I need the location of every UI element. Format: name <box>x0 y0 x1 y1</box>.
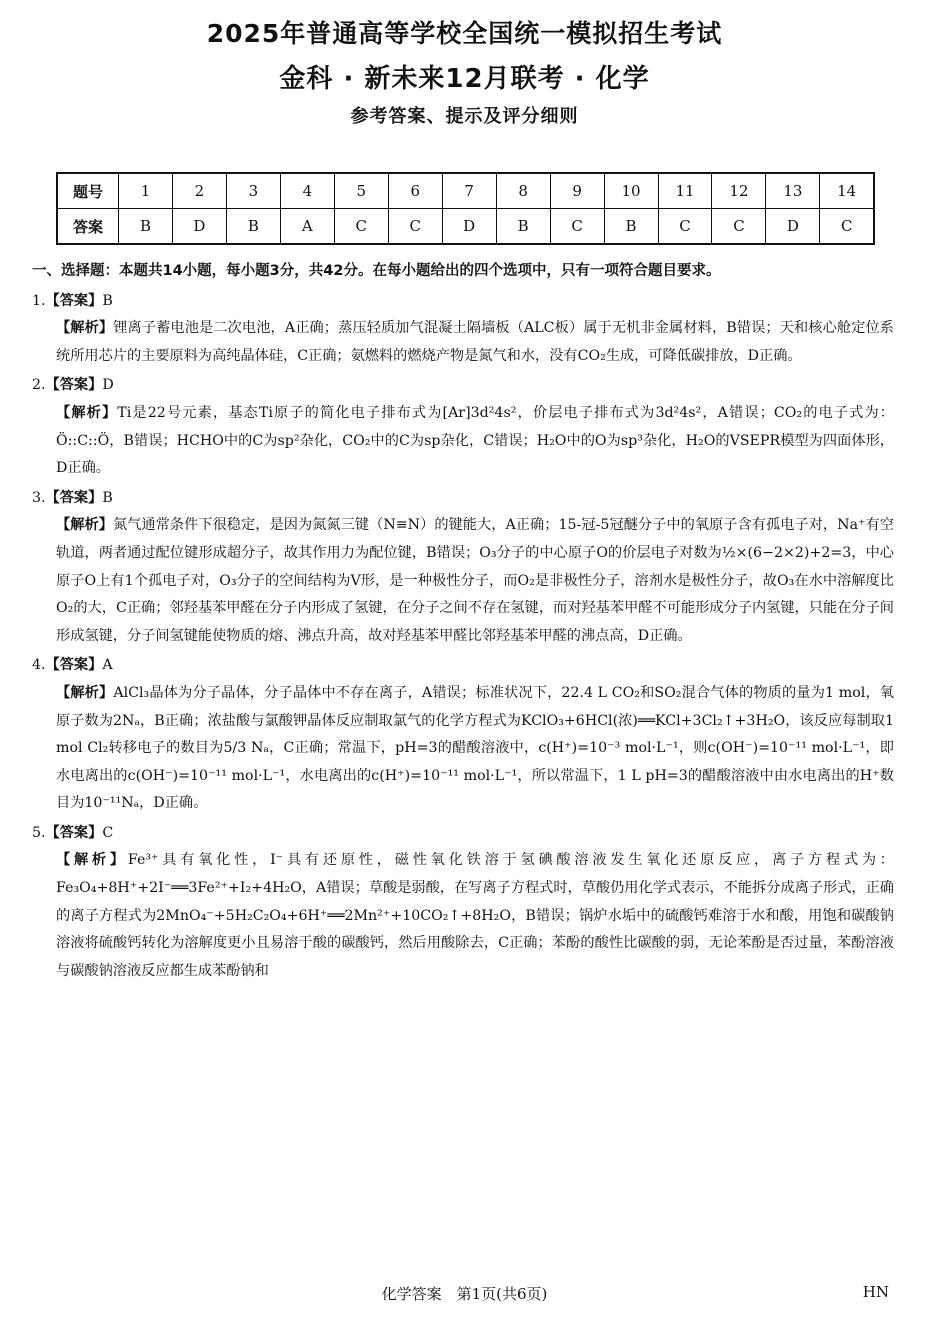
footer-code: HN <box>862 1283 889 1301</box>
question-number-cell: 3 <box>226 173 280 209</box>
question-number-cell: 8 <box>496 173 550 209</box>
explanation-text <box>32 315 894 370</box>
answer-cell: B <box>226 209 280 245</box>
answer-letter: D <box>102 377 114 394</box>
question-number: 2. <box>32 377 46 394</box>
question-number: 3. <box>32 489 46 506</box>
answer-cell: A <box>280 209 334 245</box>
question-number: 4. <box>32 657 46 674</box>
explanation-tag: 【解析】 <box>56 404 118 421</box>
answer-table <box>56 172 875 245</box>
question-answer-line <box>32 652 894 680</box>
answer-letter: B <box>102 292 113 309</box>
answer-tag: 【答案】 <box>45 824 103 841</box>
answer-tag: 【答案】 <box>45 377 103 394</box>
question-answer-line <box>32 372 894 400</box>
explanation-tag: 【解析】 <box>56 852 128 869</box>
explanation-body: 氮气通常条件下很稳定，是因为氮氮三键（N≡N）的键能大，A正确；15-冠-5冠醚分子中的氧原子含有孤电子对，Na⁺有空轨道，两者通过配位键形成超分子，故其作用力为配位键，B错误；O₃分子的中心原子O的价层电子对数为½×(6−2×2)+2=3，中心原子O上有1个孤电子对，O₃分子的空间结构为V形，是一种极性分子，而O₂是非极性分子，溶剂水是极性分子，故O₃在水中溶解度比O₂的大，C正确；邻羟基苯甲醛在分子内形成了氢键，在分子之间不存在氢键，而对羟基苯甲醛不可能形成分子内氢键，只能在分子间形成氢键，分子间氢键能使物质的熔、沸点升高，故对羟基苯甲醛比邻羟基苯甲醛的沸点高，D正确。 <box>56 517 894 644</box>
answer-tag: 【答案】 <box>45 292 103 309</box>
question-block <box>32 485 894 651</box>
answer-letter: A <box>102 657 113 674</box>
answer-cell: D <box>172 209 226 245</box>
question-number-cell: 2 <box>172 173 226 209</box>
question-block <box>32 652 894 818</box>
question-block <box>32 372 894 482</box>
question-number-cell: 6 <box>388 173 442 209</box>
answer-row <box>57 209 874 245</box>
explanation-text <box>32 512 894 650</box>
question-number: 5. <box>32 824 46 841</box>
exam-subtitle: 金科 · 新未来12月联考 · 化学 <box>279 64 650 94</box>
question-answer-line <box>32 288 894 316</box>
question-number-cell: 7 <box>442 173 496 209</box>
section-heading: 一、选择题：本题共14小题，每小题3分，共42分。在每小题给出的四个选项中，只有一项符合题目要求。 <box>32 263 721 279</box>
question-block <box>32 288 894 371</box>
answer-cell: D <box>766 209 820 245</box>
answer-cell: D <box>442 209 496 245</box>
answer-letter: C <box>102 824 114 841</box>
explanation-body: Fe³⁺具有氧化性，I⁻具有还原性，磁性氧化铁溶于氢碘酸溶液发生氧化还原反应，离子方程式为：Fe₃O₄+8H⁺+2I⁻══3Fe²⁺+I₂+4H₂O，A错误；草酸是弱酸，在写离子方程式时，草酸仍用化学式表示，不能拆分成离子形式，正确的离子方程式为2MnO₄⁻+5H₂C₂O₄+6H⁺══2Mn²⁺+10CO₂↑+8H₂O，B错误；锅炉水垢中的硫酸钙难溶于水和酸，用饱和碳酸钠溶液将硫酸钙转化为溶解度更小且易溶于酸的碳酸钙，然后用酸除去，C正确；苯酚的酸性比碳酸的弱，无论苯酚是否过量，苯酚溶液与碳酸钠溶液反应都生成苯酚钠和 <box>56 852 894 979</box>
explanation-text <box>32 400 894 483</box>
document-subtitle: 参考答案、提示及评分细则 <box>350 106 579 127</box>
row-label-answer: 答案 <box>57 209 119 245</box>
explanation-text <box>32 847 894 985</box>
question-number-cell: 4 <box>280 173 334 209</box>
answer-cell: B <box>604 209 658 245</box>
question-number: 1. <box>32 292 46 309</box>
question-number-cell: 14 <box>820 173 874 209</box>
question-number-cell: 10 <box>604 173 658 209</box>
question-number-cell: 5 <box>334 173 388 209</box>
question-number-cell: 12 <box>712 173 766 209</box>
question-number-cell: 11 <box>658 173 712 209</box>
answer-cell: B <box>496 209 550 245</box>
answer-cell: C <box>712 209 766 245</box>
answer-cell: B <box>119 209 173 245</box>
exam-title: 2025年普通高等学校全国统一模拟招生考试 <box>206 19 723 48</box>
answer-cell: C <box>658 209 712 245</box>
question-number-cell: 1 <box>119 173 173 209</box>
question-block <box>32 820 894 986</box>
answer-explanations <box>32 258 894 985</box>
question-answer-line <box>32 485 894 513</box>
row-label-number: 题号 <box>57 173 119 209</box>
question-number-row <box>57 173 874 209</box>
explanation-body: Ti是22号元素，基态Ti原子的简化电子排布式为[Ar]3d²4s²，价层电子排布式为3d²4s²，A错误；CO₂的电子式为：Ö::C::Ö，B错误；HCHO中的C为sp²杂化，CO₂中的C为sp杂化，C错误；H₂O中的O为sp³杂化，H₂O的VSEPR模型为四面体形，D正确。 <box>56 404 894 477</box>
answer-letter: B <box>102 489 113 506</box>
explanation-tag: 【解析】 <box>56 517 113 534</box>
question-answer-line <box>32 820 894 848</box>
explanation-body: AlCl₃晶体为分子晶体，分子晶体中不存在离子，A错误；标准状况下，22.4 L CO₂和SO₂混合气体的物质的量为1 mol，氧原子数为2Nₐ，B正确；浓盐酸与氯酸钾晶体反应制取氯气的化学方程式为KClO₃+6HCl(浓)══KCl+3Cl₂↑+3H₂O，该反应每制取1 mol Cl₂转移电子的数目为5/3 Nₐ，C正确；常温下，pH=3的醋酸溶液中，c(H⁺)=10⁻³ mol·L⁻¹，则c(OH⁻)=10⁻¹¹ mol·L⁻¹，即水电离出的c(OH⁻)=10⁻¹¹ mol·L⁻¹，水电离出的c(H⁺)=10⁻¹¹ mol·L⁻¹，所以常温下，1 L pH=3的醋酸溶液中由水电离出的H⁺数目为10⁻¹¹Nₐ，D正确。 <box>56 684 894 812</box>
question-number-cell: 9 <box>550 173 604 209</box>
question-number-cell: 13 <box>766 173 820 209</box>
page-footer: 化学答案 第1页(共6页) <box>381 1285 548 1303</box>
explanation-tag: 【解析】 <box>56 320 114 337</box>
explanation-text <box>32 680 894 818</box>
answer-tag: 【答案】 <box>45 657 103 674</box>
answer-cell: C <box>820 209 874 245</box>
answer-cell: C <box>334 209 388 245</box>
answer-cell: C <box>388 209 442 245</box>
answer-cell: C <box>550 209 604 245</box>
explanation-body: 锂离子蓄电池是二次电池，A正确；蒸压轻质加气混凝土隔墙板（ALC板）属于无机非金属材料，B错误；天和核心舱定位系统所用芯片的主要原料为高纯晶体硅，C正确；氨燃料的燃烧产物是氮气和水，没有CO₂生成，可降低碳排放，D正确。 <box>56 320 894 364</box>
answer-tag: 【答案】 <box>45 489 103 506</box>
explanation-tag: 【解析】 <box>56 684 114 701</box>
